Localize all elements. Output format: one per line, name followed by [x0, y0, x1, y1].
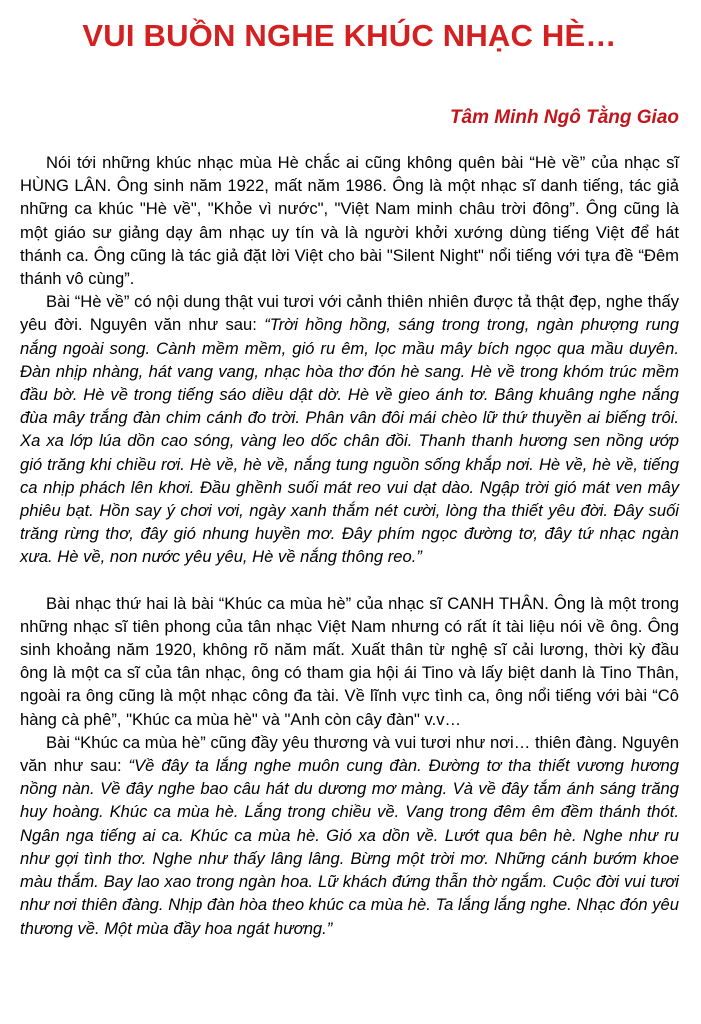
- paragraph-khuc-ca-mua-he: [20, 731, 679, 940]
- paragraph-canh-than: [20, 592, 679, 731]
- paragraph-he-ve: [20, 290, 679, 568]
- article-author: Tâm Minh Ngô Tằng Giao: [449, 107, 679, 128]
- paragraph-text: Bài nhạc thứ hai là bài “Khúc ca mùa hè” của nhạc sĩ CANH THÂN. Ông là một trong những nhạc sĩ tiên phong của tân nhạc Việt Nam nhưng có rất ít tài liệu nói về ông. Ông sinh khoảng năm 1920, không rõ năm mất. Xuất thân từ nghệ sĩ cải lương, thời kỳ đầu ông là một ca sĩ của tân nhạc, ông có tham gia hội ái Tino và lấy biệt danh là Tino Thân, ngoài ra ông cũng là một nhạc công đa tài. Về lĩnh vực tình ca, ông nổi tiếng với bài “Cô hàng cà phê”, "Khúc ca mùa hè" và "Anh còn cây đàn" v.v…: [20, 593, 679, 729]
- lyrics-quote-khuc-ca-mua-he: “Về đây ta lắng nghe muôn cung đàn. Đường tơ tha thiết vương hương nồng nàn. Về đây nghe bao câu hát du dương mơ màng. Và về đây tắm ánh sáng trăng huy hoàng. Khúc ca mùa hè. Lắng trong chiều về. Vang trong đêm êm đềm thánh thót. Ngân nga tiếng ai ca. Khúc ca mùa hè. Gió xa dồn về. Lướt qua bên hè. Nghe như ru như gợi tình thơ. Nghe như thấy lâng lâng. Bừng một trời mơ. Những cánh bướm khoe màu thắm. Bay lao xao trong ngàn hoa. Lữ khách đứng thẫn thờ ngắm. Cuộc đời vui tươi như nơi thiên đàng. Nhịp đàn hòa theo khúc ca mùa hè. Ta lắng lắng nghe. Nhạc đón yêu thương về. Một mùa đầy hoa ngát hương.”: [20, 756, 679, 938]
- paragraph-text: Nói tới những khúc nhạc mùa Hè chắc ai cũng không quên bài “Hè về” của nhạc sĩ HÙNG LÂN. Ông sinh năm 1922, mất năm 1986. Ông là một nhạc sĩ danh tiếng, tác giả những ca khúc "Hè về", "Khỏe vì nước", "Việt Nam minh châu trời đông”. Ông cũng là một giáo sư giảng dạy âm nhạc uy tín và là người khởi xướng dùng tiếng Việt để hát thánh ca. Ông cũng là tác giả đặt lời Việt cho bài "Silent Night" nổi tiếng với tựa đề “Đêm thánh vô cùng”.: [20, 153, 679, 289]
- article-body: [20, 151, 679, 940]
- paragraph-hung-lan: [20, 151, 679, 290]
- article-title: VUI BUỒN NGHE KHÚC NHẠC HÈ…: [82, 18, 617, 53]
- paragraph-text: Bài “Khúc ca mùa hè” cũng đầy yêu thương và vui tươi như nơi… thiên đàng. Nguyên văn như sau:: [20, 732, 679, 776]
- paragraph-text: Bài “Hè về” có nội dung thật vui tươi với cảnh thiên nhiên được tả thật đẹp, nghe thấy yêu đời. Nguyên văn như sau:: [20, 292, 679, 335]
- lyrics-quote-he-ve: “Trời hồng hồng, sáng trong trong, ngàn phượng rung nắng ngoài song. Cành mềm mềm, gió ru êm, lọc mầu mây bích ngọc qua mầu duyên. Đàn nhịp nhàng, hát vang vang, nhạc hòa thơ đón hè sang. Hè về trong khóm trúc mềm đầu bờ. Hè về trong tiếng sáo diều dật dờ. Hè về gieo ánh tơ. Bâng khuâng nghe nắng đùa mây trắng đàn chim cánh đo trời. Phân vân đôi mái chèo lữ thứ thuyền ai biếng trôi. Xa xa lớp lúa dồn cao sóng, vàng leo dốc chân đồi. Thanh thanh hương sen nồng ướp gió trăng khi chiều rơi. Hè về, hè về, nắng tung nguồn sống khắp nơi. Hè về, hè về, tiếng ca nhịp phách lên khơi. Đầu ghềnh suối mát reo vui dạt dào. Ngập trời gió mát ven mây phiêu bạt. Hồn say ý chơi vơi, ngày xanh thắm nét cười, lòng tha thiết yêu đời. Đây suối trăng rừng thơ, đây gió nhung huyền mơ. Đây phím ngọc đường tơ, đây tứ nhạc ngàn xưa. Hè về, non nước yêu yêu, Hè về nắng thông reo.”: [20, 315, 680, 567]
